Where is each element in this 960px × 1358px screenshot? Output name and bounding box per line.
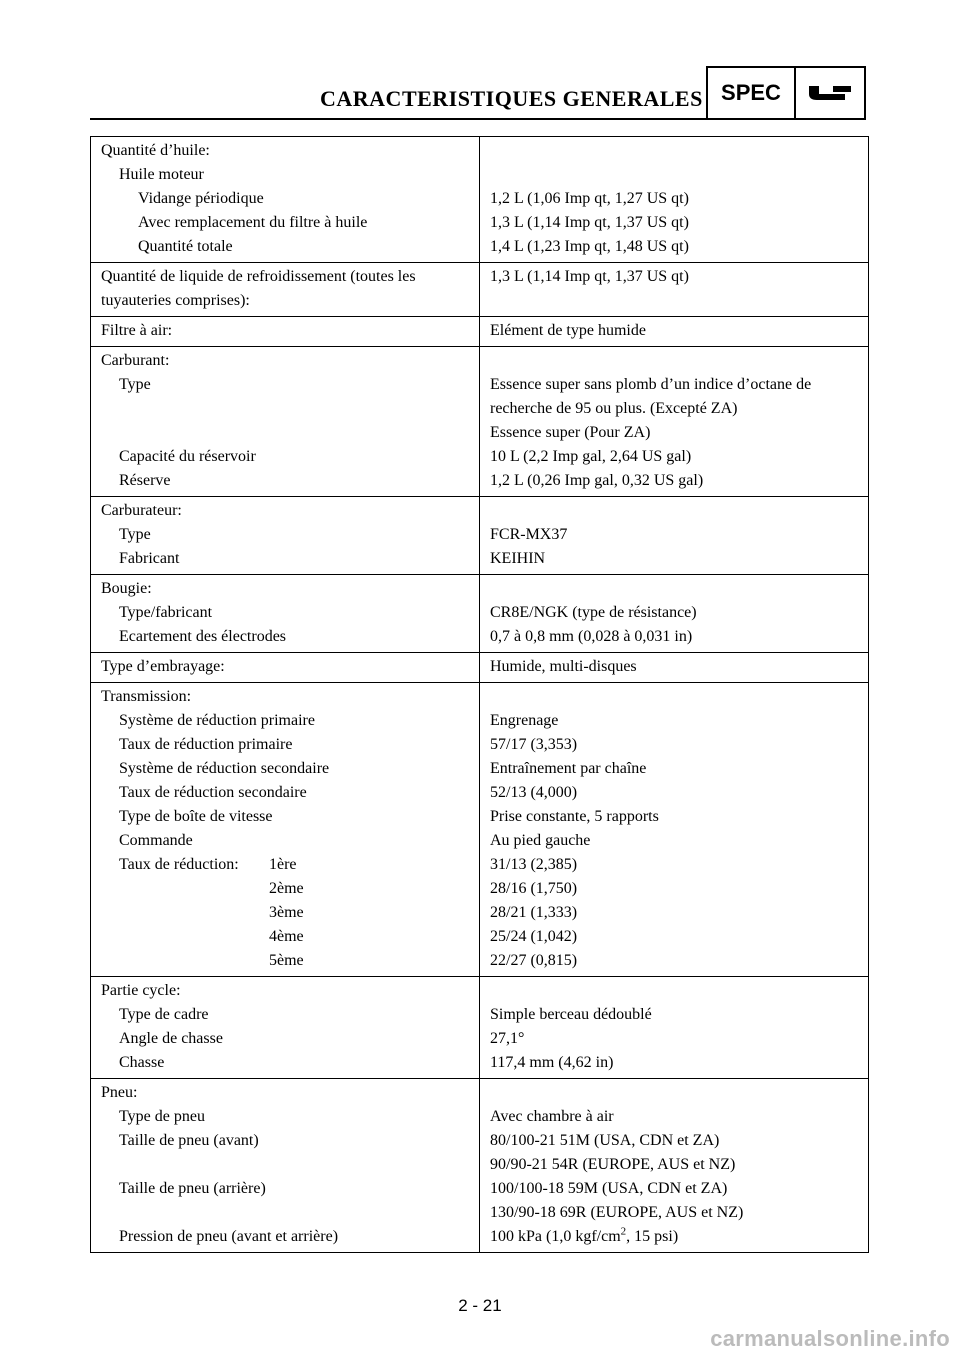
row-label: Avec remplacement du filtre à huile: [138, 214, 368, 231]
table-row: [91, 347, 869, 497]
row-value: Engrenage: [490, 712, 559, 729]
spec-table: [90, 136, 869, 1253]
row-label: Chasse: [119, 1054, 165, 1071]
header-rule: [90, 118, 706, 120]
row-label: Taux de réduction secondaire: [119, 784, 307, 801]
row-label: Quantité totale: [138, 238, 233, 255]
table-row: [91, 653, 869, 683]
row-value: Prise constante, 5 rapports: [490, 808, 659, 825]
page-number: 2 - 21: [458, 1296, 502, 1315]
row-value: 52/13 (4,000): [490, 784, 578, 801]
row-label: Filtre à air:: [101, 322, 173, 339]
table-row: [91, 137, 869, 263]
row-value: Elément de type humide: [490, 322, 646, 339]
spec-label: SPEC: [708, 68, 796, 118]
row-label: Taux de réduction:: [119, 856, 239, 873]
row-label: Système de réduction secondaire: [119, 760, 330, 777]
row-label: Type d’embrayage:: [101, 658, 225, 675]
page-title: CARACTERISTIQUES GENERALES: [320, 86, 703, 111]
row-value: Essence super (Pour ZA): [490, 424, 651, 441]
row-value: 130/90-18 69R (EUROPE, AUS et NZ): [490, 1204, 744, 1221]
section-title: Pneu:: [101, 1084, 138, 1101]
row-label: Angle de chasse: [119, 1030, 223, 1047]
watermark: carmanualsonline.info: [710, 1326, 950, 1351]
row-value: 57/17 (3,353): [490, 736, 578, 753]
row-label: Type/fabricant: [119, 604, 213, 621]
row-label: Type: [119, 526, 151, 543]
gear-label: 3ème: [269, 904, 304, 921]
row-value: KEIHIN: [490, 550, 546, 567]
row-value: 100/100-18 59M (USA, CDN et ZA): [490, 1180, 728, 1197]
gear-label: 5ème: [269, 952, 304, 969]
row-value: Simple berceau dédoublé: [490, 1006, 652, 1023]
section-title: Carburant:: [101, 352, 170, 369]
table-row: [91, 263, 869, 317]
row-label: Système de réduction primaire: [119, 712, 315, 729]
gear-label: 1ère: [269, 856, 297, 873]
row-label: Taille de pneu (avant): [119, 1132, 259, 1149]
row-value: Humide, multi-disques: [490, 658, 637, 675]
row-label: Taille de pneu (arrière): [119, 1180, 266, 1197]
table-row: [91, 317, 869, 347]
gear-label: 2ème: [269, 880, 304, 897]
table-row: [91, 497, 869, 575]
row-value: 1,4 L (1,23 Imp qt, 1,48 US qt): [490, 238, 689, 255]
row-value: Avec chambre à air: [490, 1108, 614, 1125]
row-label: Ecartement des électrodes: [119, 628, 287, 645]
row-value: 25/24 (1,042): [490, 928, 578, 945]
row-value: CR8E/NGK (type de résistance): [490, 604, 697, 621]
row-label: Type: [119, 376, 151, 393]
row-label: Type de boîte de vitesse: [119, 808, 273, 825]
row-value: 31/13 (2,385): [490, 856, 578, 873]
spec-badge: [706, 66, 866, 120]
row-value: 0,7 à 0,8 mm (0,028 à 0,031 in): [490, 628, 693, 645]
section-title: Carburateur:: [101, 502, 182, 519]
row-value: Au pied gauche: [490, 832, 591, 849]
row-label: Type de pneu: [119, 1108, 205, 1125]
row-label: tuyauteries comprises):: [101, 292, 250, 309]
section-title: Partie cycle:: [101, 982, 181, 999]
row-value: Essence super sans plomb d’un indice d’octane de: [490, 376, 812, 393]
row-value: 28/21 (1,333): [490, 904, 578, 921]
row-value: FCR-MX37: [490, 526, 568, 543]
row-label: Fabricant: [119, 550, 180, 567]
row-value: Entraînement par chaîne: [490, 760, 647, 777]
row-value: 80/100-21 51M (USA, CDN et ZA): [490, 1132, 720, 1149]
row-label: Taux de réduction primaire: [119, 736, 293, 753]
section-title: Transmission:: [101, 688, 192, 705]
row-label: Commande: [119, 832, 193, 849]
wrench-icon: [796, 68, 864, 118]
row-value: 22/27 (0,815): [490, 952, 578, 969]
row-value: 10 L (2,2 Imp gal, 2,64 US gal): [490, 448, 692, 465]
row-value: 1,3 L (1,14 Imp qt, 1,37 US qt): [490, 214, 689, 231]
section-title: Quantité d’huile:: [101, 142, 210, 159]
row-value: recherche de 95 ou plus. (Excepté ZA): [490, 400, 738, 417]
row-label: Vidange périodique: [138, 190, 264, 207]
row-value: 28/16 (1,750): [490, 880, 578, 897]
section-title: Bougie:: [101, 580, 152, 597]
row-label: Pression de pneu (avant et arrière): [119, 1228, 339, 1245]
table-row: [91, 575, 869, 653]
row-label: Réserve: [119, 472, 171, 489]
table-row: [91, 977, 869, 1079]
row-label: Huile moteur: [119, 166, 204, 183]
row-value: 1,3 L (1,14 Imp qt, 1,37 US qt): [490, 268, 689, 285]
row-value: 90/90-21 54R (EUROPE, AUS et NZ): [490, 1156, 736, 1173]
table-row: [91, 683, 869, 977]
gear-label: 4ème: [269, 928, 304, 945]
row-value: 1,2 L (0,26 Imp gal, 0,32 US gal): [490, 472, 704, 489]
row-label: Type de cadre: [119, 1006, 209, 1023]
row-value: 27,1°: [490, 1030, 525, 1047]
row-label: Capacité du réservoir: [119, 448, 256, 465]
row-value: 100 kPa (1,0 kgf/$cm^2$, 15 psi): [490, 1225, 679, 1245]
row-value: 1,2 L (1,06 Imp qt, 1,27 US qt): [490, 190, 689, 207]
table-row: [91, 1079, 869, 1253]
row-label: Quantité de liquide de refroidissement (toutes les: [101, 268, 416, 285]
row-value: 117,4 mm (4,62 in): [490, 1054, 614, 1071]
